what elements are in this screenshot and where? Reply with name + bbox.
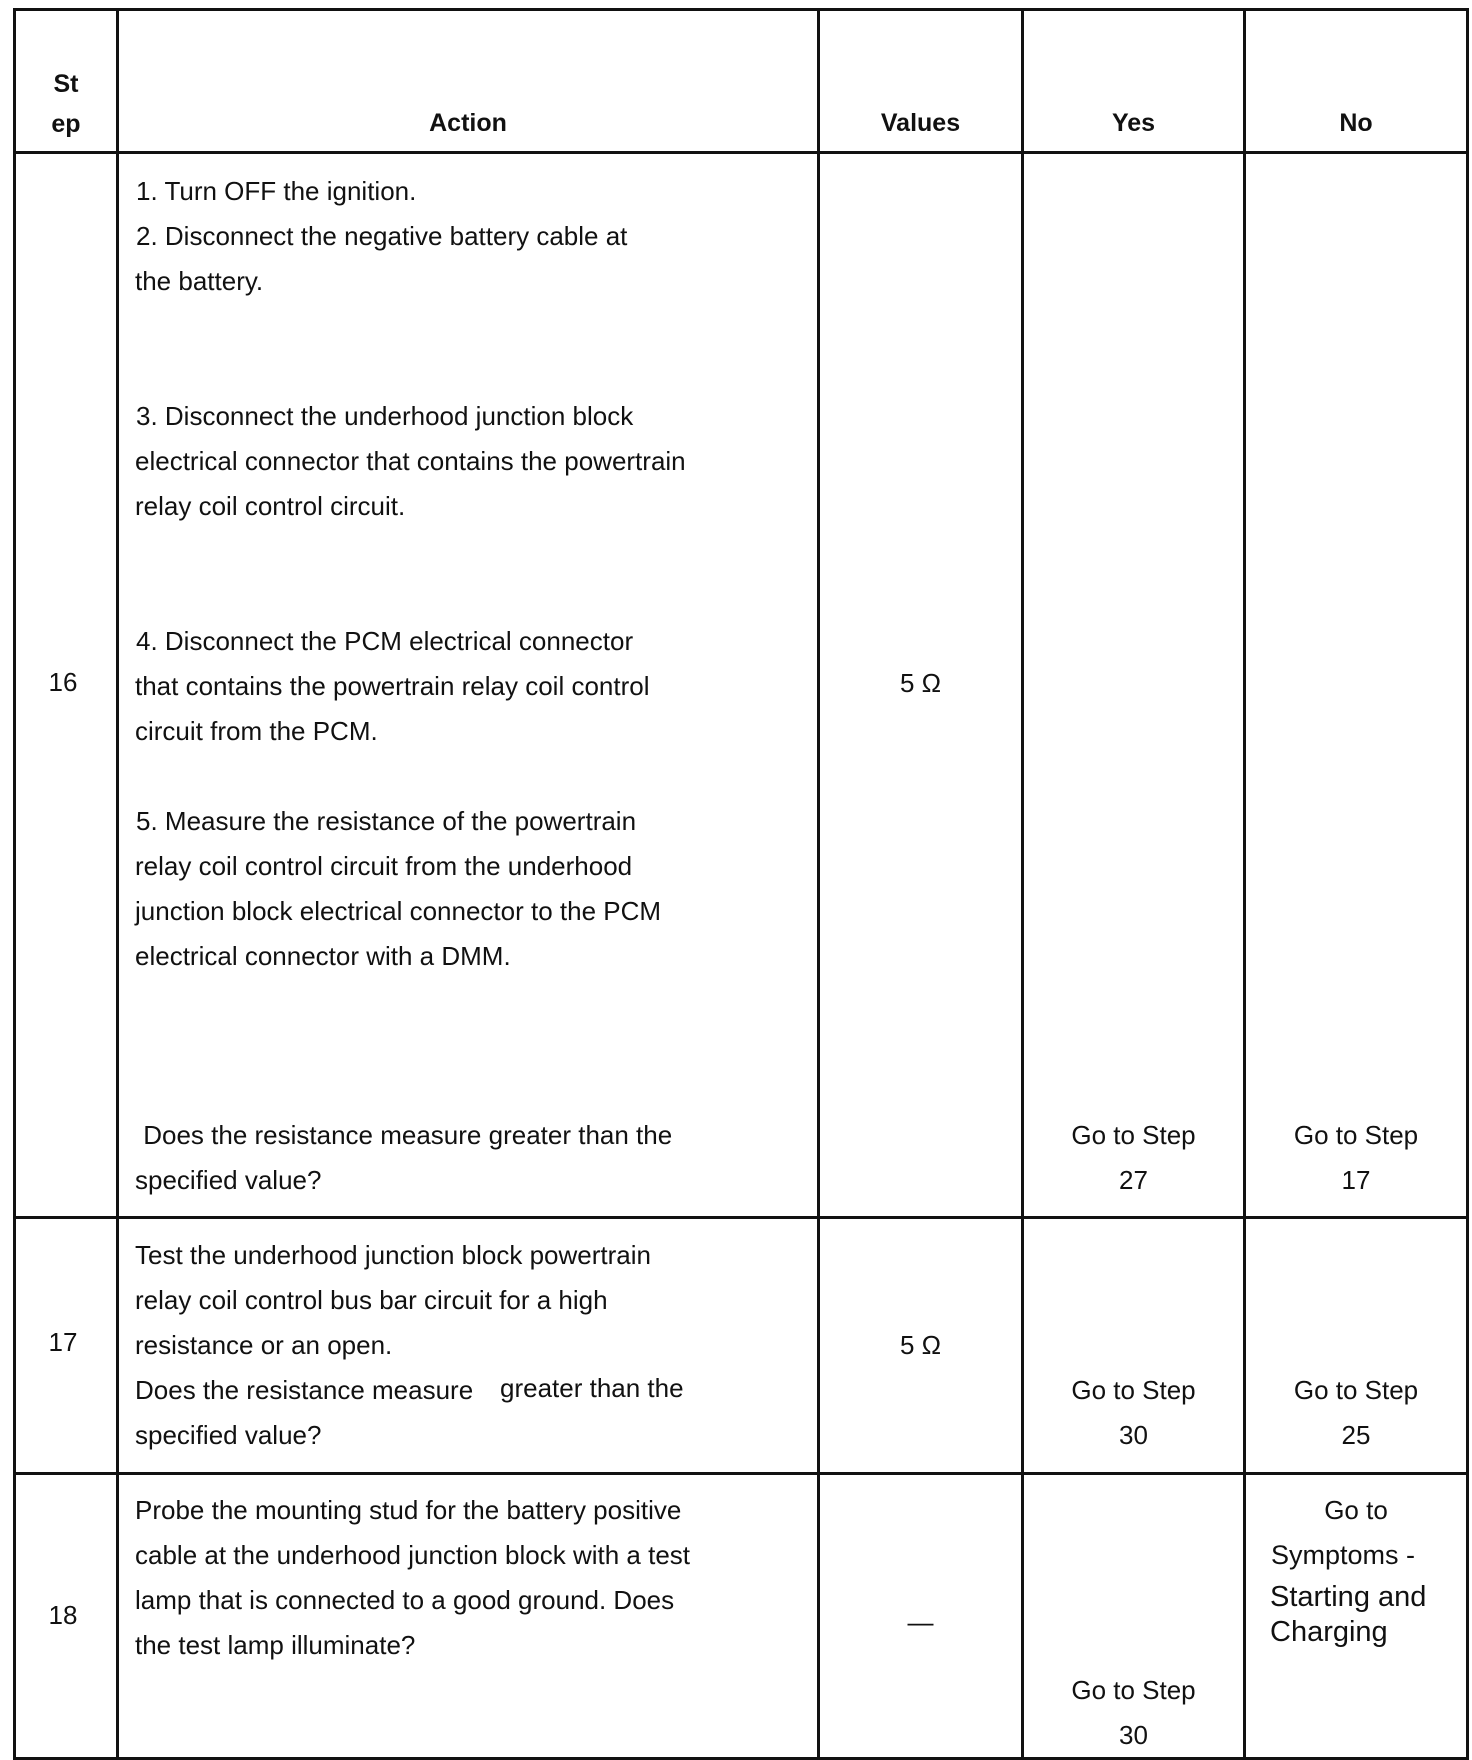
- step-16-action-item3-line3: relay coil control circuit.: [135, 491, 406, 521]
- step-16-action-item5-line2: relay coil control circuit from the underhood: [135, 851, 633, 881]
- step-16-action-item5-line3: junction block electrical connector to the PCM: [135, 896, 662, 926]
- step-16-yes-line1: Go to Step: [1071, 1120, 1196, 1150]
- step-16-action-item3-line2: electrical connector that contains the powertrain: [135, 446, 686, 476]
- step-17-yes-line1: Go to Step: [1071, 1375, 1196, 1405]
- header-yes: Yes: [1111, 109, 1156, 137]
- step-16-action-item4-line3: circuit from the PCM.: [135, 716, 378, 746]
- row-divider-16-17: [13, 1216, 1469, 1219]
- step-16-question-line2: specified value?: [135, 1165, 322, 1195]
- step-18-action-line1: Probe the mounting stud for the battery positive: [135, 1495, 682, 1525]
- step-17-yes-line2: 30: [1119, 1420, 1148, 1450]
- step-18-number: 18: [48, 1600, 78, 1630]
- step-18-action-line4: the test lamp illuminate?: [135, 1630, 416, 1660]
- header-step-line2: ep: [51, 110, 81, 138]
- step-17-number: 17: [48, 1327, 78, 1357]
- step-18-no-line4: Charging: [1270, 1616, 1388, 1648]
- header-divider: [13, 151, 1469, 154]
- table-border-top: [13, 8, 1469, 11]
- step-16-no-line2: 17: [1341, 1165, 1371, 1195]
- step-18-action-line3: lamp that is connected to a good ground. Does: [135, 1585, 675, 1615]
- step-17-action-line3: resistance or an open.: [135, 1330, 393, 1360]
- header-values: Values: [880, 109, 961, 137]
- row-divider-17-18: [13, 1472, 1469, 1475]
- step-16-action-item4-line2: that contains the powertrain relay coil control: [135, 671, 650, 701]
- step-16-no-line1: Go to Step: [1293, 1120, 1419, 1150]
- step-16-action-item1: 1. Turn OFF the ignition.: [136, 176, 417, 206]
- step-17-action-line1: Test the underhood junction block powertrain: [135, 1240, 651, 1270]
- step-17-no-line1: Go to Step: [1293, 1375, 1419, 1405]
- step-18-value: —: [907, 1607, 934, 1637]
- step-17-action-line4b: greater than the: [500, 1373, 684, 1403]
- step-18-action-line2: cable at the underhood junction block with a test: [135, 1540, 691, 1570]
- table-border-right: [1466, 9, 1469, 1760]
- step-16-action-item5-line4: electrical connector with a DMM.: [135, 941, 511, 971]
- step-17-no-line2: 25: [1341, 1420, 1371, 1450]
- step-16-action-item5-line1: 5. Measure the resistance of the powertrain: [136, 806, 637, 836]
- header-step-line1: St: [53, 70, 79, 98]
- step-16-yes-line2: 27: [1119, 1165, 1148, 1195]
- column-divider-action-values: [817, 9, 820, 1760]
- step-17-action-line2: relay coil control bus bar circuit for a high: [135, 1285, 608, 1315]
- step-16-action-item4-line1: 4. Disconnect the PCM electrical connector: [136, 626, 634, 656]
- step-17-action-line4a: Does the resistance measure: [135, 1375, 474, 1405]
- step-17-value: 5 Ω: [899, 1330, 942, 1360]
- step-16-action-item2-line1: 2. Disconnect the negative battery cable at: [136, 221, 628, 251]
- step-16-value: 5 Ω: [899, 668, 942, 698]
- column-divider-step-action: [116, 9, 119, 1760]
- step-18-no-line2: Symptoms -: [1271, 1540, 1416, 1570]
- header-no: No: [1339, 109, 1373, 137]
- header-action: Action: [429, 109, 507, 137]
- table-border-left: [13, 9, 16, 1760]
- step-18-yes-line1: Go to Step: [1071, 1675, 1196, 1705]
- step-18-yes-line2: 30: [1119, 1720, 1148, 1750]
- step-16-action-item2-line2: the battery.: [135, 266, 264, 296]
- step-18-no-line1: Go to: [1324, 1495, 1388, 1525]
- step-18-no-line3: Starting and: [1270, 1581, 1427, 1613]
- step-16-question-line1: Does the resistance measure greater than the: [136, 1120, 673, 1150]
- step-17-action-line5: specified value?: [135, 1420, 322, 1450]
- step-16-number: 16: [48, 667, 78, 697]
- column-divider-values-yes: [1021, 9, 1024, 1760]
- header-step: [16, 64, 116, 144]
- step-16-action-item3-line1: 3. Disconnect the underhood junction block: [136, 401, 634, 431]
